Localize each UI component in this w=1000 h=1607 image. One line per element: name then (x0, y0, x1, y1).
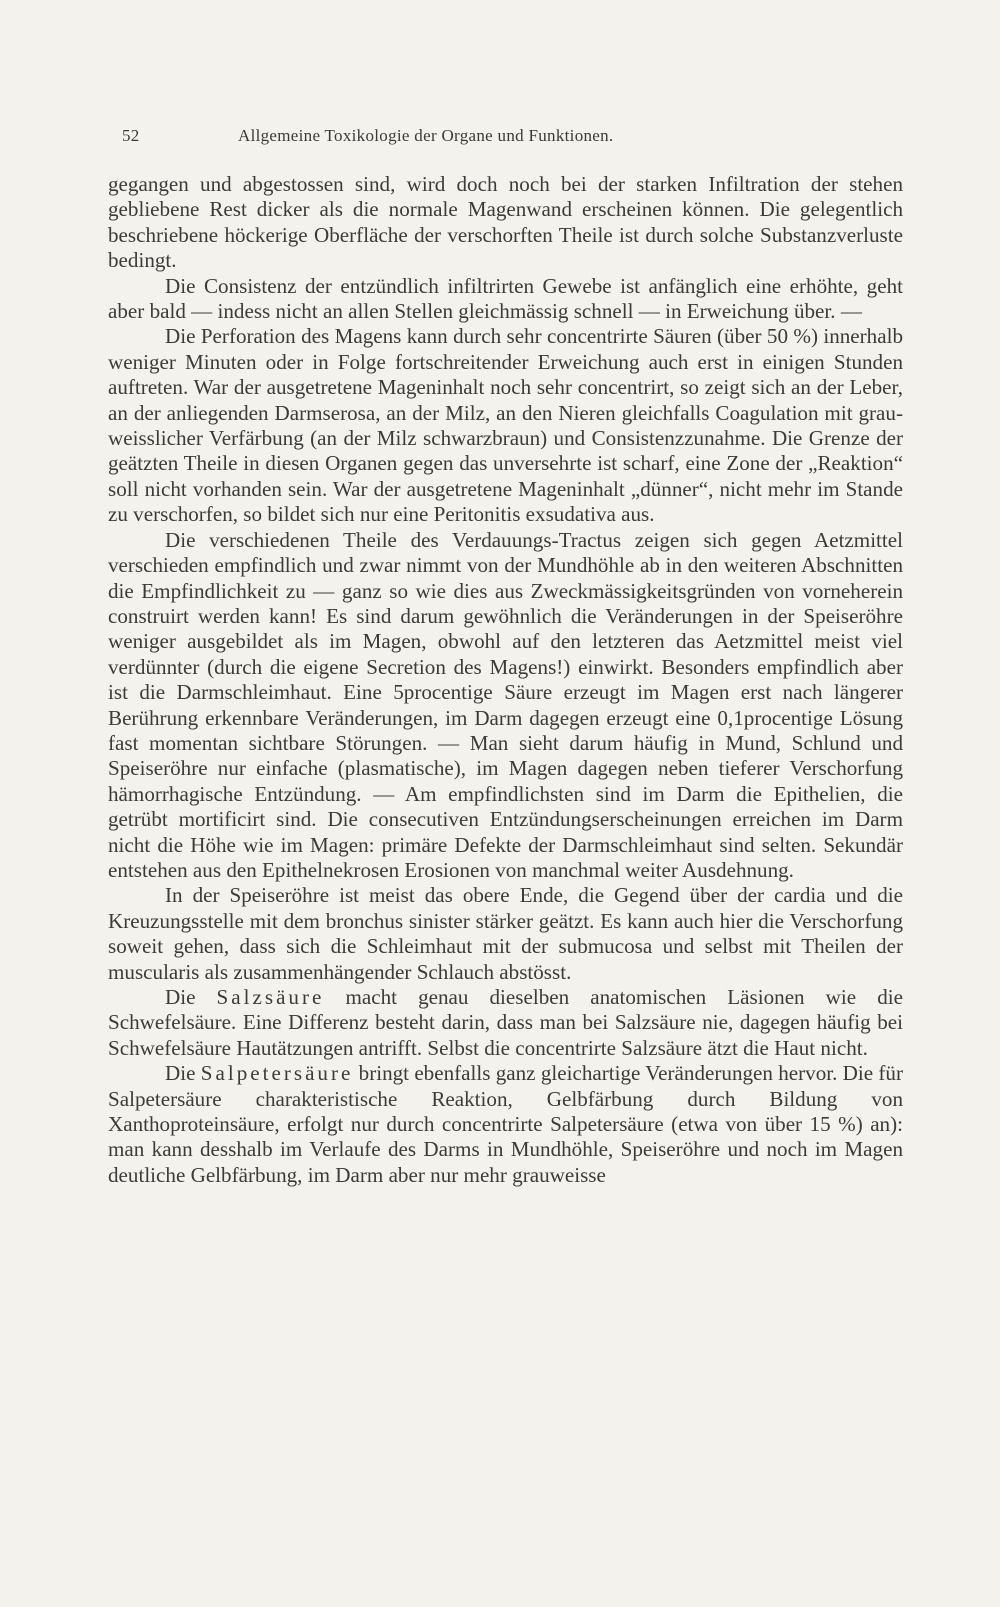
paragraph-7 (108, 1061, 903, 1188)
paragraph-2: Die Consistenz der entzündlich infiltrirten Gewebe ist anfänglich eine erhöhte, geht aber bald — indess nicht an allen Stellen gleichmässig schnell — in Erweichung über. — (108, 273, 903, 324)
paragraph-7-text: bringt ebenfalls ganz gleichartige Veränderungen hervor. Die für Salpetersäure charakteristische Reaktion, Gelbfärbung durch Bildung von Xanthoproteinsäure, erfolgt nur durch concentrirte Salpetersäure (etwa von über 15 %) an): man kann desshalb im Verlaufe des Darms in Mundhöhle, Speiseröhre und noch im Magen deutliche Gelbfärbung, im Darm aber nur mehr grauweisse (108, 1061, 903, 1187)
paragraph-5: In der Speiseröhre ist meist das obere Ende, die Gegend über der cardia und die Kreuzungsstelle mit dem bronchus sinister stärker geätzt. Es kann auch hier die Verschorfung soweit gehen, dass sich die Schleimhaut mit der submucosa und selbst mit Theilen der muscularis als zusammenhängender Schlauch abstösst. (108, 883, 903, 984)
body-text (108, 172, 903, 1188)
paragraph-7-spaced-term: Salpetersäure (200, 1061, 354, 1086)
paragraph-1: gegangen und abgestossen sind, wird doch noch bei der starken Infiltration der stehen gebliebene Rest dicker als die normale Magenwand erscheinen können. Die gelegentlich beschriebene höckerige Oberfläche der verschorften Theile ist durch solche Substanzverluste bedingt. (108, 172, 903, 273)
paragraph-4: Die verschiedenen Theile des Verdauungs-Tractus zeigen sich gegen Aetzmittel verschieden empfindlich und zwar nimmt von der Mundhöhle ab in den weiteren Abschnitten die Empfindlichkeit zu — ganz so wie dies aus Zweckmässigkeitsgründen von vorneherein construirt werden kann! Es sind darum gewöhnlich die Veränderungen in der Speiseröhre weniger ausgebildet als im Magen, obwohl auf den letzteren das Aetzmittel meist viel verdünnter (durch die eigene Secretion des Magens!) einwirkt. Besonders empfindlich aber ist die Darmschleimhaut. Eine 5procentige Säure erzeugt im Magen erst nach längerer Berührung erkennbare Veränderungen, im Darm dagegen erzeugt eine 0,1procentige Lösung fast momentan sichtbare Störungen. — Man sieht darum häufig in Mund, Schlund und Speiseröhre nur einfache (plasmatische), im Magen dagegen neben tieferer Verschorfung hämorrhagische Entzündung. — Am empfindlichsten sind im Darm die Epithelien, die getrübt mortificirt sind. Die consecutiven Entzündungserscheinungen erreichen im Darm nicht die Höhe wie im Magen: primäre Defekte der Darmschleimhaut sind selten. Sekundär entstehen aus den Epithelnekrosen Erosionen von manchmal weiter Ausdehnung. (108, 527, 903, 882)
paragraph-6-lead: Die (165, 985, 196, 1009)
paragraph-6 (108, 985, 903, 1061)
paragraph-3: Die Perforation des Magens kann durch sehr concentrirte Säuren (über 50 %) innerhalb weniger Minuten oder in Folge fortschreitender Erweichung auch erst in einigen Stunden auftreten. War der ausgetretene Mageninhalt noch sehr concentrirt, so zeigt sich an der Leber, an der anliegenden Darmserosa, an der Milz, an den Nieren gleichfalls Coagulation mit grau-weisslicher Verfärbung (an der Milz schwarzbraun) und Consistenzzunahme. Die Grenze der geätzten Theile in diesen Organen gegen das unversehrte ist scharf, eine Zone der „Reaktion“ soll nicht vorhanden sein. War der ausgetretene Mageninhalt „dünner“, nicht mehr im Stande zu verschorfen, so bildet sich nur eine Peritonitis exsudativa aus. (108, 324, 903, 527)
running-head: Allgemeine Toxikologie der Organe und Funktionen. (238, 126, 614, 145)
paragraph-7-lead: Die (165, 1061, 196, 1086)
paragraph-6-spaced-term: Salzsäure (216, 985, 325, 1009)
paragraph-6-text: macht genau dieselben anatomischen Läsionen wie die Schwefelsäure. Eine Differenz besteht darin, dass man bei Salzsäure nie, dagegen häufig bei Schwefelsäure Hautätzungen antrifft. Selbst die concentrirte Salzsäure ätzt die Haut nicht. (108, 985, 903, 1060)
page-header (122, 124, 882, 148)
page-number: 52 (122, 126, 140, 145)
